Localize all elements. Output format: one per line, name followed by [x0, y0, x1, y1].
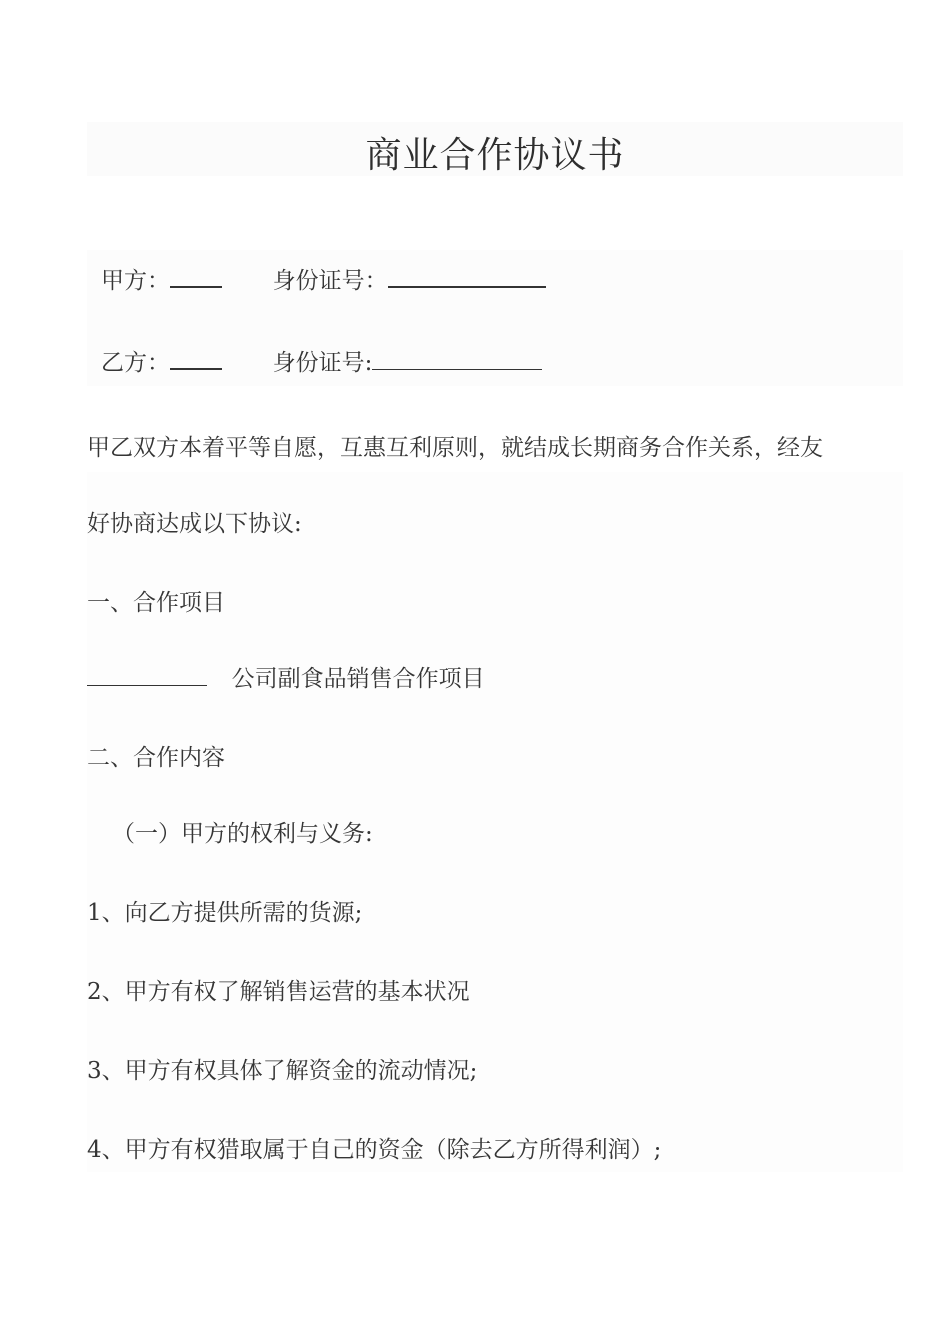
party-b-id-label: 身份证号: — [272, 350, 373, 376]
document-title: 商业合作协议书 — [365, 135, 625, 176]
section-1-body — [87, 660, 485, 693]
party-a-id-label: 身份证号： — [272, 268, 388, 294]
party-a-label: 甲方： — [101, 268, 170, 294]
intro-paragraph-line-1: 甲乙双方本着平等自愿，互惠互利原则，就结成长期商务合作关系，经友 — [87, 435, 823, 461]
party-b-name-blank — [170, 346, 222, 370]
subsection-1-heading: （一）甲方的权利与义务: — [112, 821, 373, 847]
party-a-row — [101, 262, 546, 295]
party-b-row — [101, 344, 542, 377]
list-item: 4、甲方有权猎取属于自己的资金（除去乙方所得利润）; — [87, 1137, 662, 1163]
company-name-blank — [87, 663, 207, 686]
party-b-label: 乙方： — [101, 350, 170, 376]
section-1-heading: 一、合作项目 — [87, 590, 225, 616]
intro-paragraph-line-2: 好协商达成以下协议: — [87, 511, 302, 537]
list-item: 1、向乙方提供所需的货源; — [87, 900, 363, 926]
party-a-name-blank — [170, 264, 222, 288]
list-item: 3、甲方有权具体了解资金的流动情况; — [87, 1058, 478, 1084]
party-b-id-blank — [372, 347, 542, 370]
section-2-heading: 二、合作内容 — [87, 745, 225, 771]
list-item: 2、甲方有权了解销售运营的基本状况 — [87, 979, 470, 1005]
section-1-text: 公司副食品销售合作项目 — [231, 666, 485, 692]
party-a-id-blank — [388, 264, 546, 288]
